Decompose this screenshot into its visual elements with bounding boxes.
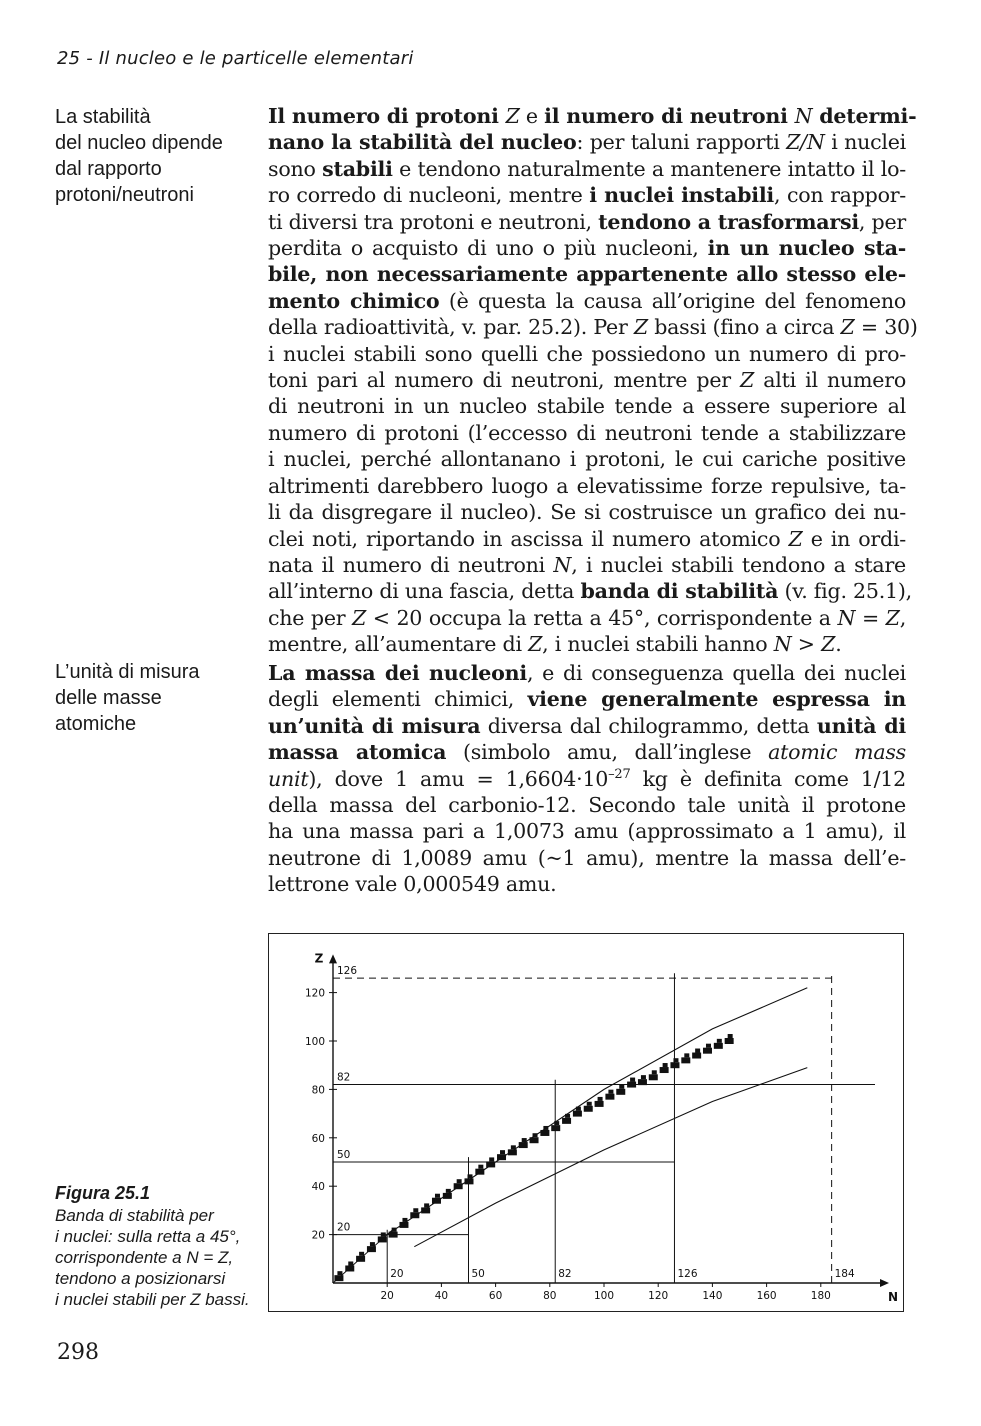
- stable-nucleus-point: [638, 1079, 647, 1085]
- margin-note-stability: [55, 104, 250, 208]
- stable-nucleus-point: [424, 1203, 429, 1207]
- x-tick-label: 40: [434, 1290, 449, 1302]
- magic-z-label: 50: [337, 1149, 351, 1161]
- stable-nucleus-point: [725, 1038, 734, 1044]
- text-line: [268, 631, 906, 657]
- stable-nucleus-point: [454, 1183, 463, 1189]
- bold-run: La massa dei nucleoni: [268, 661, 527, 685]
- magic-z-label: 82: [337, 1071, 351, 1084]
- margin-note-line: atomiche: [55, 713, 137, 735]
- running-header: 25 - Il nucleo e le particelle elementari: [57, 48, 414, 69]
- text-line: [268, 792, 906, 818]
- text-line: [268, 660, 906, 686]
- text-run: , per: [858, 209, 906, 234]
- text-run: e: [519, 104, 545, 128]
- stable-nucleus-point: [337, 1271, 342, 1275]
- italic-run: Z: [840, 315, 855, 340]
- x-axis-label: N: [887, 1290, 899, 1304]
- stable-nucleus-point: [728, 1034, 733, 1038]
- stable-nucleus-point: [692, 1053, 701, 1059]
- text-run: (v. fig. 25.1),: [778, 579, 912, 604]
- stable-nucleus-point: [413, 1208, 418, 1212]
- stable-nucleus-point: [370, 1242, 375, 1246]
- text-run: e tendono naturalmente a mantenere intatto il lo-: [392, 156, 906, 181]
- text-line: [268, 526, 906, 552]
- paragraph-stability: [268, 103, 918, 658]
- text-run: , i nuclei stabili hanno: [542, 632, 774, 657]
- stable-nucleus-point: [511, 1145, 516, 1149]
- text-line: [268, 288, 906, 314]
- bold-run: viene generalmente espressa in: [527, 687, 906, 712]
- stable-nucleus-point: [605, 1094, 614, 1100]
- stable-nucleus-point: [497, 1154, 506, 1160]
- text-line: [268, 713, 906, 739]
- stable-nucleus-point: [522, 1138, 527, 1142]
- caption-line: corrispondente a N = Z,: [55, 1248, 234, 1267]
- text-line: [268, 235, 906, 261]
- stable-nucleus-point: [641, 1075, 646, 1079]
- stable-nucleus-point: [519, 1142, 528, 1148]
- magic-n-label: 184: [834, 1268, 855, 1280]
- stable-nucleus-point: [717, 1039, 722, 1043]
- y-axis-arrow: [329, 954, 337, 963]
- stable-nucleus-point: [684, 1053, 689, 1057]
- page-number: 298: [57, 1340, 99, 1365]
- y-axis-label: Z: [314, 951, 324, 966]
- bold-run: tendono a trasformarsi: [598, 209, 859, 234]
- text-line: [268, 129, 906, 155]
- stable-nucleus-point: [627, 1082, 636, 1088]
- stable-nucleus-point: [670, 1062, 679, 1068]
- text-line: [268, 209, 906, 235]
- text-line: [268, 446, 906, 472]
- stable-nucleus-point: [660, 1067, 669, 1073]
- text-line: [268, 739, 906, 765]
- x-tick-label: 180: [810, 1290, 831, 1302]
- y-tick-label: 60: [311, 1132, 325, 1145]
- text-line: [268, 818, 906, 844]
- italic-run: atomic mass: [768, 740, 906, 765]
- x-tick-label: 20: [380, 1290, 394, 1302]
- figure-25-1-frame: [268, 933, 904, 1312]
- text-run: (simbolo amu, dall’inglese: [446, 740, 769, 765]
- text-line: [268, 578, 912, 604]
- stable-nucleus-point: [554, 1121, 559, 1125]
- stable-nucleus-point: [381, 1232, 386, 1236]
- magic-n-label: 82: [558, 1268, 572, 1280]
- italic-run: N: [773, 632, 792, 657]
- stable-nucleus-point: [435, 1194, 440, 1198]
- stable-nucleus-point: [543, 1126, 548, 1130]
- italic-run: Z: [505, 104, 520, 128]
- text-line: [268, 871, 906, 897]
- x-tick-label: 80: [543, 1290, 557, 1302]
- stable-nucleus-point: [630, 1078, 635, 1082]
- text-run: lettrone vale 0,000549 amu.: [268, 872, 557, 897]
- italic-run: Z: [740, 368, 755, 393]
- bold-run: bile, non necessariamente appartenente allo stesso ele-: [268, 262, 906, 287]
- caption-line: Banda di stabilità per: [55, 1206, 214, 1225]
- stable-nucleus-point: [489, 1157, 494, 1161]
- text-run: >: [791, 632, 822, 657]
- text-run: ), dove 1 amu = 1,6604·10: [308, 766, 609, 791]
- stable-nucleus-point: [508, 1149, 517, 1155]
- margin-note-mass-unit: [55, 659, 250, 737]
- y-tick-label: 120: [304, 987, 325, 1000]
- text-run: sono: [268, 156, 323, 181]
- stable-nucleus-point: [663, 1063, 668, 1067]
- text-run: toni pari al numero di neutroni, mentre per: [268, 368, 741, 393]
- text-line: [268, 686, 906, 712]
- stable-nucleus-point: [652, 1070, 657, 1074]
- text-line: [268, 845, 906, 871]
- stable-nucleus-point: [565, 1114, 570, 1118]
- stable-nucleus-point: [673, 1058, 678, 1062]
- stable-nucleus-point: [334, 1275, 343, 1281]
- stable-nucleus-point: [486, 1161, 495, 1167]
- stable-nucleus-point: [410, 1212, 419, 1218]
- text-run: clei noti, riportando in ascissa il numero atomico: [268, 526, 789, 551]
- stable-nucleus-point: [530, 1137, 539, 1143]
- bold-run: un’unità di misura: [268, 713, 481, 738]
- y-tick-label: 20: [311, 1229, 325, 1242]
- text-run: ha una massa pari a 1,0073 amu (approssimato a 1 amu), il: [268, 819, 906, 844]
- text-line: [268, 182, 906, 208]
- stable-nucleus-point: [446, 1189, 451, 1193]
- y-tick-label: 40: [311, 1181, 325, 1194]
- stable-nucleus-point: [714, 1043, 723, 1049]
- text-run: (è questa la causa all’origine del fenomeno: [439, 288, 906, 313]
- text-run: ,: [899, 605, 906, 630]
- text-run: .: [835, 632, 842, 657]
- stable-nucleus-point: [392, 1228, 397, 1232]
- y-tick-label: 80: [311, 1084, 325, 1097]
- stable-nucleus-point: [703, 1048, 712, 1054]
- text-run: degli elementi chimici,: [268, 687, 528, 712]
- italic-run: Z: [528, 632, 543, 657]
- italic-run: Z: [821, 632, 836, 657]
- stable-nucleus-point: [540, 1130, 549, 1136]
- x-axis-arrow: [880, 1279, 889, 1287]
- text-run: che per: [268, 605, 353, 630]
- text-line: [268, 393, 906, 419]
- caption-line: i nuclei: sulla retta a 45°,: [55, 1227, 241, 1246]
- figure-caption: [55, 1183, 265, 1310]
- text-run: ro corredo di nucleoni, mentre: [268, 183, 590, 208]
- stable-nucleus-point: [576, 1107, 581, 1111]
- text-run: = 30): [854, 315, 918, 340]
- bold-run: nano la stabilità del nucleo: [268, 130, 577, 155]
- magic-z-label: 126: [337, 965, 358, 978]
- text-run: i nuclei stabili sono quelli che possiedono un numero di pro-: [268, 341, 906, 366]
- caption-line: i nuclei stabili per Z bassi.: [55, 1290, 250, 1309]
- italic-run: Z: [788, 526, 803, 551]
- text-run: perdita o acquisto di uno o più nucleoni,: [268, 236, 708, 261]
- stable-nucleus-point: [402, 1218, 407, 1222]
- stable-nucleus-point: [608, 1090, 613, 1094]
- x-tick-label: 160: [756, 1290, 777, 1302]
- italic-run: Z: [885, 605, 900, 630]
- stable-nucleus-point: [356, 1256, 365, 1262]
- stable-nucleus-point: [598, 1097, 603, 1101]
- stable-nucleus-point: [500, 1150, 505, 1154]
- stable-nucleus-point: [562, 1118, 571, 1124]
- stable-nucleus-point: [468, 1174, 473, 1178]
- stable-nucleus-point: [367, 1246, 376, 1252]
- stable-nucleus-point: [681, 1057, 690, 1063]
- italic-run: Z: [352, 605, 367, 630]
- stable-nucleus-point: [533, 1133, 538, 1137]
- stable-nucleus-point: [443, 1193, 452, 1199]
- caption-line: tendono a posizionarsi: [55, 1269, 226, 1288]
- x-tick-label: 140: [702, 1290, 723, 1302]
- text-line: [268, 766, 906, 792]
- magic-n-label: 20: [390, 1268, 404, 1280]
- text-run: neutrone di 1,0089 amu (~1 amu), mentre la massa dell’e-: [268, 845, 906, 870]
- text-run: i nuclei: [824, 130, 906, 155]
- margin-note-line: protoni/neutroni: [55, 184, 194, 206]
- margin-note-line: delle masse: [55, 687, 162, 709]
- stable-nucleus-point: [706, 1044, 711, 1048]
- stable-nucleus-point: [378, 1236, 387, 1242]
- italic-run: N: [794, 104, 813, 128]
- margin-note-line: La stabilità: [55, 106, 151, 128]
- text-run: e in ordi-: [802, 526, 906, 551]
- stable-nucleus-point: [432, 1198, 441, 1204]
- text-run: mentre, all’aumentare di: [268, 632, 529, 657]
- margin-note-line: del nucleo dipende: [55, 132, 223, 154]
- stable-nucleus-point: [619, 1085, 624, 1089]
- stable-nucleus-point: [475, 1169, 484, 1175]
- text-run: nata il numero di neutroni: [268, 552, 554, 577]
- text-run: alti il numero: [754, 368, 906, 393]
- text-line: [268, 420, 906, 446]
- stable-nucleus-point: [584, 1106, 593, 1112]
- bold-run: determi-: [812, 104, 917, 128]
- x-tick-label: 60: [488, 1290, 503, 1302]
- bold-run: in un nucleo sta-: [707, 236, 906, 261]
- stable-nucleus-point: [695, 1049, 700, 1053]
- stable-nucleus-point: [399, 1222, 408, 1228]
- text-line: [268, 341, 906, 367]
- x-tick-label: 100: [593, 1290, 615, 1302]
- text-run: numero di protoni (l’eccesso di neutroni tende a stabilizzare: [268, 420, 906, 445]
- text-line: [268, 552, 906, 578]
- stable-nucleus-point: [359, 1252, 364, 1256]
- magic-n-label: 126: [677, 1268, 698, 1280]
- stable-nucleus-point: [389, 1232, 398, 1238]
- stable-nucleus-point: [457, 1179, 462, 1183]
- stable-nucleus-point: [587, 1102, 592, 1106]
- stable-nucleus-point: [348, 1261, 353, 1265]
- text-run: altrimenti darebbero luogo a elevatissime forze repulsive, ta-: [268, 473, 906, 498]
- stable-nucleus-point: [345, 1265, 354, 1271]
- text-run: della massa del carbonio-12. Secondo tale unità il protone: [268, 793, 906, 818]
- text-line: [268, 605, 906, 631]
- margin-note-line: dal rapporto: [55, 158, 162, 180]
- paragraph-atomic-mass: [268, 660, 906, 898]
- italic-run: N: [553, 552, 572, 577]
- text-line: [268, 156, 906, 182]
- text-run: diversa dal chilogrammo, detta: [480, 713, 817, 738]
- margin-note-line: L’unità di misura: [55, 661, 200, 683]
- text-line: [268, 367, 906, 393]
- text-line: [268, 473, 906, 499]
- bold-run: mento chimico: [268, 288, 440, 313]
- text-run: , con rappor-: [773, 183, 907, 208]
- bold-run: i nuclei instabili: [589, 183, 774, 208]
- text-run: , i nuclei stabili tendono a stare: [571, 552, 906, 577]
- bold-run: Il numero di protoni: [268, 104, 506, 128]
- stable-nucleus-point: [573, 1111, 582, 1117]
- text-run: < 20 occupa la retta a 45°, corrispondente a: [366, 605, 838, 630]
- figure-title: Figura 25.1: [55, 1183, 151, 1203]
- text-run: della radioattività, v. par. 25.2). Per: [268, 315, 634, 340]
- text-line: [268, 103, 917, 129]
- text-run: di neutroni in un nucleo stabile tende a essere superiore al: [268, 394, 906, 419]
- text-run: i nuclei, perché allontanano i protoni, le cui cariche positive: [268, 447, 906, 472]
- text-run: ti diversi tra protoni e neutroni,: [268, 209, 599, 234]
- text-run: , e di conseguenza quella dei nuclei: [526, 661, 906, 685]
- text-line: [268, 499, 906, 525]
- stable-nucleus-point: [616, 1089, 625, 1095]
- y-tick-label: 100: [304, 1036, 325, 1048]
- stable-nucleus-point: [551, 1125, 560, 1131]
- bold-run: il numero di neutroni: [544, 104, 795, 128]
- italic-run: Z: [633, 315, 648, 340]
- text-line: [268, 261, 906, 287]
- stability-band-chart: [269, 934, 903, 1311]
- text-run: : per taluni rapporti: [576, 130, 787, 155]
- italic-run: Z/N: [786, 130, 825, 155]
- italic-run: unit: [268, 766, 309, 791]
- magic-z-label: 20: [337, 1221, 351, 1234]
- bold-run: unità di: [816, 713, 906, 738]
- stable-nucleus-point: [595, 1101, 604, 1107]
- text-run: all’interno di una fascia, detta: [268, 579, 581, 604]
- text-run: =: [855, 605, 886, 630]
- x-tick-label: 120: [648, 1290, 669, 1302]
- magic-n-label: 50: [471, 1268, 485, 1280]
- text-run: bassi (fino a circa: [647, 315, 841, 340]
- bold-run: banda di stabilità: [580, 579, 779, 604]
- bold-run: stabili: [322, 156, 393, 181]
- text-run: –27: [608, 766, 631, 782]
- stable-nucleus-point: [649, 1074, 658, 1080]
- text-line: [268, 314, 918, 340]
- stable-nucleus-point: [421, 1207, 430, 1213]
- stable-nucleus-point: [465, 1178, 474, 1184]
- text-run: li da disgregare il nucleo). Se si costruisce un grafico dei nu-: [268, 500, 906, 525]
- bold-run: massa atomica: [268, 740, 447, 765]
- italic-run: N: [837, 605, 856, 630]
- text-run: kg è definita come 1/12: [630, 766, 906, 791]
- stable-nucleus-point: [478, 1165, 483, 1169]
